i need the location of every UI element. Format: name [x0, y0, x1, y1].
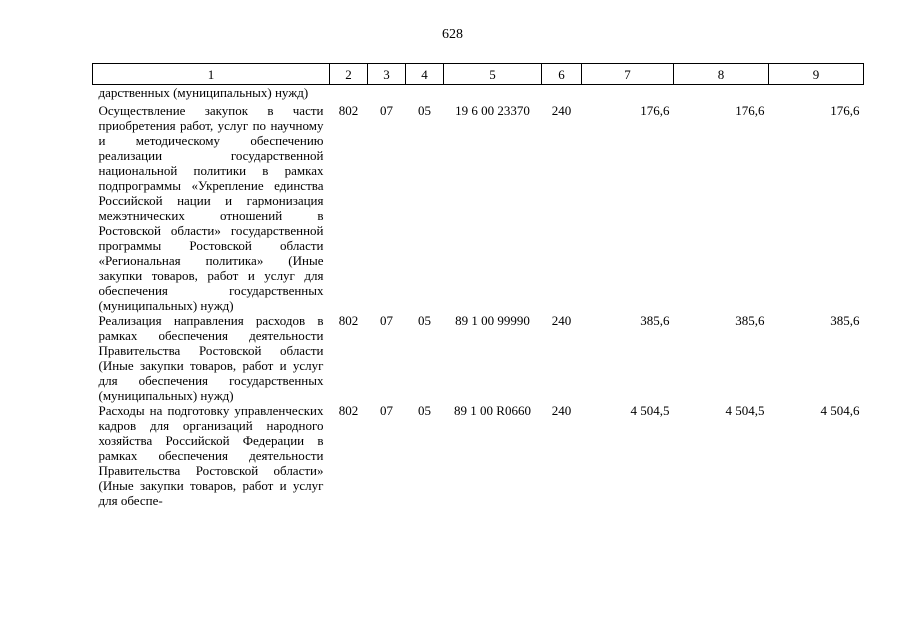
header-col-8: 8	[674, 64, 769, 85]
row-subsection: 05	[418, 103, 431, 118]
row-ministry-code: 802	[338, 313, 359, 328]
row-subsection	[406, 85, 444, 104]
row-description: Расходы на подготовку управленческих кадров для организаций народного хозяйства Российской Федерации в рамках обеспечения деятельности Правительства Ростовской области» (Иные закупки товаров, работ и услуг для обеспе-	[98, 403, 324, 508]
row-amount-1: 4 504,5	[630, 403, 670, 418]
row-amount-2	[674, 85, 769, 104]
row-section: 07	[380, 313, 393, 328]
header-col-6: 6	[542, 64, 582, 85]
row-subsection: 05	[418, 403, 431, 418]
row-description: дарственных (муниципальных) нужд)	[98, 85, 309, 100]
header-col-3: 3	[368, 64, 406, 85]
row-amount-3: 176,6	[830, 103, 860, 118]
header-row	[93, 64, 864, 85]
header-col-1: 1	[93, 64, 330, 85]
row-expense-type: 240	[551, 313, 572, 328]
table-row	[93, 103, 864, 313]
page-number: 628	[442, 27, 463, 42]
row-amount-3: 4 504,6	[820, 403, 860, 418]
header-col-5: 5	[444, 64, 542, 85]
header-col-7: 7	[582, 64, 674, 85]
row-target-article: 89 1 00 99990	[455, 313, 530, 328]
row-subsection: 05	[418, 313, 431, 328]
row-amount-2: 176,6	[735, 103, 765, 118]
row-ministry-code	[330, 85, 368, 104]
table-row	[93, 85, 864, 104]
row-amount-3: 385,6	[830, 313, 860, 328]
header-col-4: 4	[406, 64, 444, 85]
row-description: Реализация направления расходов в рамках обеспечения деятельности Правительства Ростовской области (Иные закупки товаров, работ и услуг для обеспечения государственных (муниципальных) нужд)	[98, 313, 324, 403]
row-section	[368, 85, 406, 104]
row-expense-type: 240	[551, 403, 572, 418]
table-row	[93, 403, 864, 508]
row-amount-2: 4 504,5	[725, 403, 765, 418]
row-amount-3	[769, 85, 864, 104]
row-expense-type: 240	[551, 103, 572, 118]
row-section: 07	[380, 103, 393, 118]
row-target-article: 89 1 00 R0660	[454, 403, 531, 418]
row-section: 07	[380, 403, 393, 418]
row-amount-1	[582, 85, 674, 104]
row-amount-2: 385,6	[735, 313, 765, 328]
row-amount-1: 176,6	[640, 103, 670, 118]
row-expense-type	[542, 85, 582, 104]
row-target-article	[444, 85, 542, 104]
row-ministry-code: 802	[338, 403, 359, 418]
budget-table	[92, 63, 864, 508]
row-description: Осуществление закупок в части приобретения работ, услуг по научному и методическому обеспечению реализации государственной национальной политики в рамках подпрограммы «Укрепление единства Российской нации и гармонизация межэтнических отношений в Ростовской области» государственной программы Ростовской области «Региональная политика» (Иные закупки товаров, работ и услуг для обеспечения государственных (муниципальных) нужд)	[98, 103, 324, 313]
header-col-9: 9	[769, 64, 864, 85]
row-amount-1: 385,6	[640, 313, 670, 328]
row-ministry-code: 802	[338, 103, 359, 118]
row-target-article: 19 6 00 23370	[455, 103, 530, 118]
header-col-2: 2	[330, 64, 368, 85]
table-row	[93, 313, 864, 403]
